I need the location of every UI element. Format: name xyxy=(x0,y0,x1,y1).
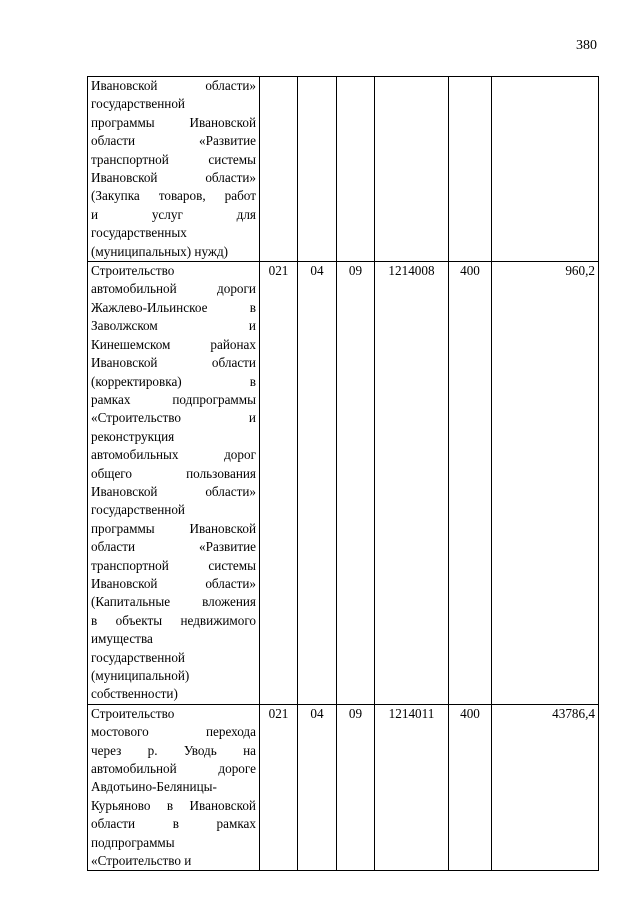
target-article-cell: 1214011 xyxy=(375,704,449,871)
description-line: имущества xyxy=(91,631,153,647)
description-line: Кинешемском районах xyxy=(91,336,256,352)
description-line: (Закупка товаров, работ xyxy=(91,188,256,204)
description-line: Ивановской области» xyxy=(91,78,256,93)
description-line: рамках подпрограммы xyxy=(91,391,256,407)
description-line: Ивановской области» xyxy=(91,483,256,499)
description-line: через р. Уводь на xyxy=(91,742,256,758)
description-line: государственной xyxy=(91,96,185,112)
description-line: (муниципальной) xyxy=(91,668,190,683)
expense-type-cell: 400 xyxy=(449,704,492,871)
description-line: Ивановской области» xyxy=(91,575,256,591)
description-line: «Строительство и xyxy=(91,853,192,869)
description-line: Строительство xyxy=(91,705,175,721)
description-line: области «Развитие xyxy=(91,539,256,555)
amount-cell xyxy=(492,77,599,262)
description-line: транспортной системы xyxy=(91,557,256,573)
target-article-cell xyxy=(375,77,449,262)
page-number: 380 xyxy=(576,38,597,53)
description-line: Ивановской области xyxy=(91,355,256,371)
description-line: Строительство xyxy=(91,263,175,279)
subsection-code-cell xyxy=(337,77,375,262)
description-cell xyxy=(88,704,260,871)
description-line: реконструкция xyxy=(91,428,175,444)
description-line: программы Ивановской xyxy=(91,114,256,130)
expense-type-cell: 400 xyxy=(449,262,492,705)
description-cell xyxy=(88,262,260,705)
description-line: государственных xyxy=(91,225,187,241)
budget-table xyxy=(87,76,599,871)
description-line: транспортной системы xyxy=(91,151,256,167)
ministry-code-cell: 021 xyxy=(260,262,298,705)
description-line: государственной xyxy=(91,649,185,665)
section-code-cell xyxy=(298,77,337,262)
ministry-code-cell xyxy=(260,77,298,262)
table-row xyxy=(88,262,599,705)
description-line: подпрограммы xyxy=(91,834,175,850)
description-line: программы Ивановской xyxy=(91,520,256,536)
description-line: (муниципальных) нужд) xyxy=(91,243,229,259)
description-line: автомобильных дорог xyxy=(91,447,256,463)
section-code-cell: 04 xyxy=(298,704,337,871)
description-line: мостового перехода xyxy=(91,724,256,740)
table-row xyxy=(88,77,599,262)
amount-cell: 43786,4 xyxy=(492,704,599,871)
description-line: в объекты недвижимого xyxy=(91,612,256,628)
description-cell xyxy=(88,77,260,262)
description-line: Авдотьино-Беляницы- xyxy=(91,779,217,795)
description-line: Курьяново в Ивановской xyxy=(91,797,256,813)
description-line: области «Развитие xyxy=(91,133,256,149)
description-line: Заволжском и xyxy=(91,318,256,334)
description-line: государственной xyxy=(91,502,185,518)
subsection-code-cell: 09 xyxy=(337,262,375,705)
description-line: собственности) xyxy=(91,686,178,702)
amount-cell: 960,2 xyxy=(492,262,599,705)
description-line: общего пользования xyxy=(91,465,256,481)
ministry-code-cell: 021 xyxy=(260,704,298,871)
description-line: «Строительство и xyxy=(91,410,256,426)
description-line: Ивановской области» xyxy=(91,170,256,186)
description-line: (Капитальные вложения xyxy=(91,594,256,610)
expense-type-cell xyxy=(449,77,492,262)
description-line: области в рамках xyxy=(91,816,256,832)
description-line: автомобильной дороге xyxy=(91,761,256,777)
section-code-cell: 04 xyxy=(298,262,337,705)
subsection-code-cell: 09 xyxy=(337,704,375,871)
description-line: и услуг для xyxy=(91,206,256,222)
description-line: автомобильной дороги xyxy=(91,281,256,297)
description-line: Жажлево-Ильинское в xyxy=(91,299,256,315)
table-row xyxy=(88,704,599,871)
description-line: (корректировка) в xyxy=(91,373,256,389)
target-article-cell: 1214008 xyxy=(375,262,449,705)
